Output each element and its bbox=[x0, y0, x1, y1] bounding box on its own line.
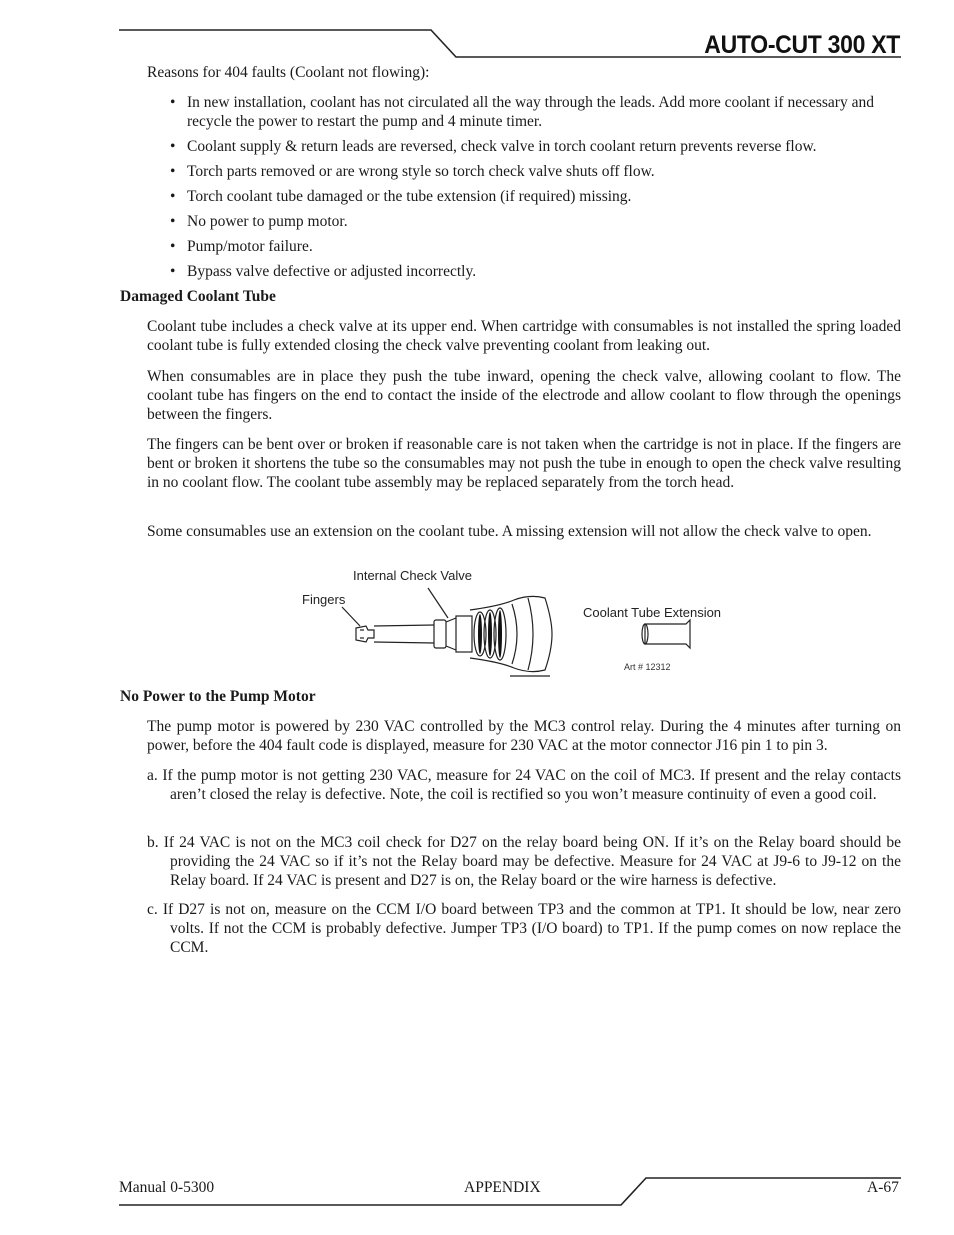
list-item: • Coolant supply & return leads are reversed, check valve in torch coolant return prevents reverse flow. bbox=[170, 137, 902, 156]
section-heading-no-power-pump-motor: No Power to the Pump Motor bbox=[120, 688, 316, 705]
reasons-intro: Reasons for 404 faults (Coolant not flowing): bbox=[147, 64, 430, 81]
list-item: • In new installation, coolant has not circulated all the way through the leads. Add more coolant if necessary and recycle the power to restart the pump and 4 minute timer. bbox=[170, 93, 902, 131]
manual-number: Manual 0-5300 bbox=[119, 1179, 215, 1196]
list-item: • Torch coolant tube damaged or the tube extension (if required) missing. bbox=[170, 187, 902, 206]
label-fingers: Fingers bbox=[302, 592, 346, 607]
label-internal-check-valve: Internal Check Valve bbox=[353, 568, 472, 583]
paragraph: Coolant tube includes a check valve at its upper end. When cartridge with consumables is not installed the spring loaded coolant tube is fully extended closing the check valve preventing coolant from leaking out. bbox=[147, 318, 901, 354]
section-name: APPENDIX bbox=[464, 1179, 541, 1196]
coolant-tube-illustration bbox=[0, 570, 954, 690]
list-item: c. If D27 is not on, measure on the CCM I/O board between TP3 and the common at TP1. It should be low, near zero volts. If not the CCM is probably defective. Jumper TP3 (I/O board) to TP1. If the pump comes on now replace the CCM. bbox=[147, 901, 901, 957]
art-number: Art # 12312 bbox=[624, 662, 671, 672]
paragraph: When consumables are in place they push the tube inward, opening the check valve, allowing coolant to flow. The coolant tube has fingers on the end to contact the inside of the electrode and allow coolant to flow through the openings between the fingers. bbox=[147, 368, 901, 423]
page-number: A-67 bbox=[867, 1179, 899, 1196]
list-item: b. If 24 VAC is not on the MC3 coil check for D27 on the relay board being ON. If it’s on the Relay board should be providing the 24 VAC so if it’s not the Relay board may be defective. Measure for 24 VAC at J9-6 to J9-12 on the Relay board. If 24 VAC is present and D27 is on, the Relay board or the wire harness is defective. bbox=[147, 834, 901, 890]
list-item: • No power to pump motor. bbox=[170, 212, 902, 231]
paragraph: The fingers can be bent over or broken if reasonable care is not taken when the cartridge is not in place. If the fingers are bent or broken it shortens the tube so the consumables may not push the tube in enough to open the check valve resulting in no coolant flow. The coolant tube assembly may be replaced separately from the torch head. bbox=[147, 436, 901, 491]
reasons-list bbox=[170, 93, 902, 287]
section-heading-damaged-coolant-tube: Damaged Coolant Tube bbox=[120, 288, 276, 305]
list-item: • Torch parts removed or are wrong style so torch check valve shuts off flow. bbox=[170, 162, 902, 181]
list-item: • Bypass valve defective or adjusted incorrectly. bbox=[170, 262, 902, 281]
paragraph: The pump motor is powered by 230 VAC controlled by the MC3 control relay. During the 4 minutes after turning on power, before the 404 fault code is displayed, measure for 230 VAC at the motor connector J16 pin 1 to pin 3. bbox=[147, 718, 901, 754]
label-coolant-tube-extension: Coolant Tube Extension bbox=[583, 605, 722, 620]
list-item: • Pump/motor failure. bbox=[170, 237, 902, 256]
document-title: AUTO-CUT 300 XT bbox=[704, 30, 900, 59]
list-item: a. If the pump motor is not getting 230 VAC, measure for 24 VAC on the coil of MC3. If present and the relay contacts aren’t closed the relay is defective. Note, the coil is rectified so you won’t measure continuity of even a good coil. bbox=[147, 767, 901, 804]
paragraph: Some consumables use an extension on the coolant tube. A missing extension will not allow the check valve to open. bbox=[147, 523, 872, 540]
